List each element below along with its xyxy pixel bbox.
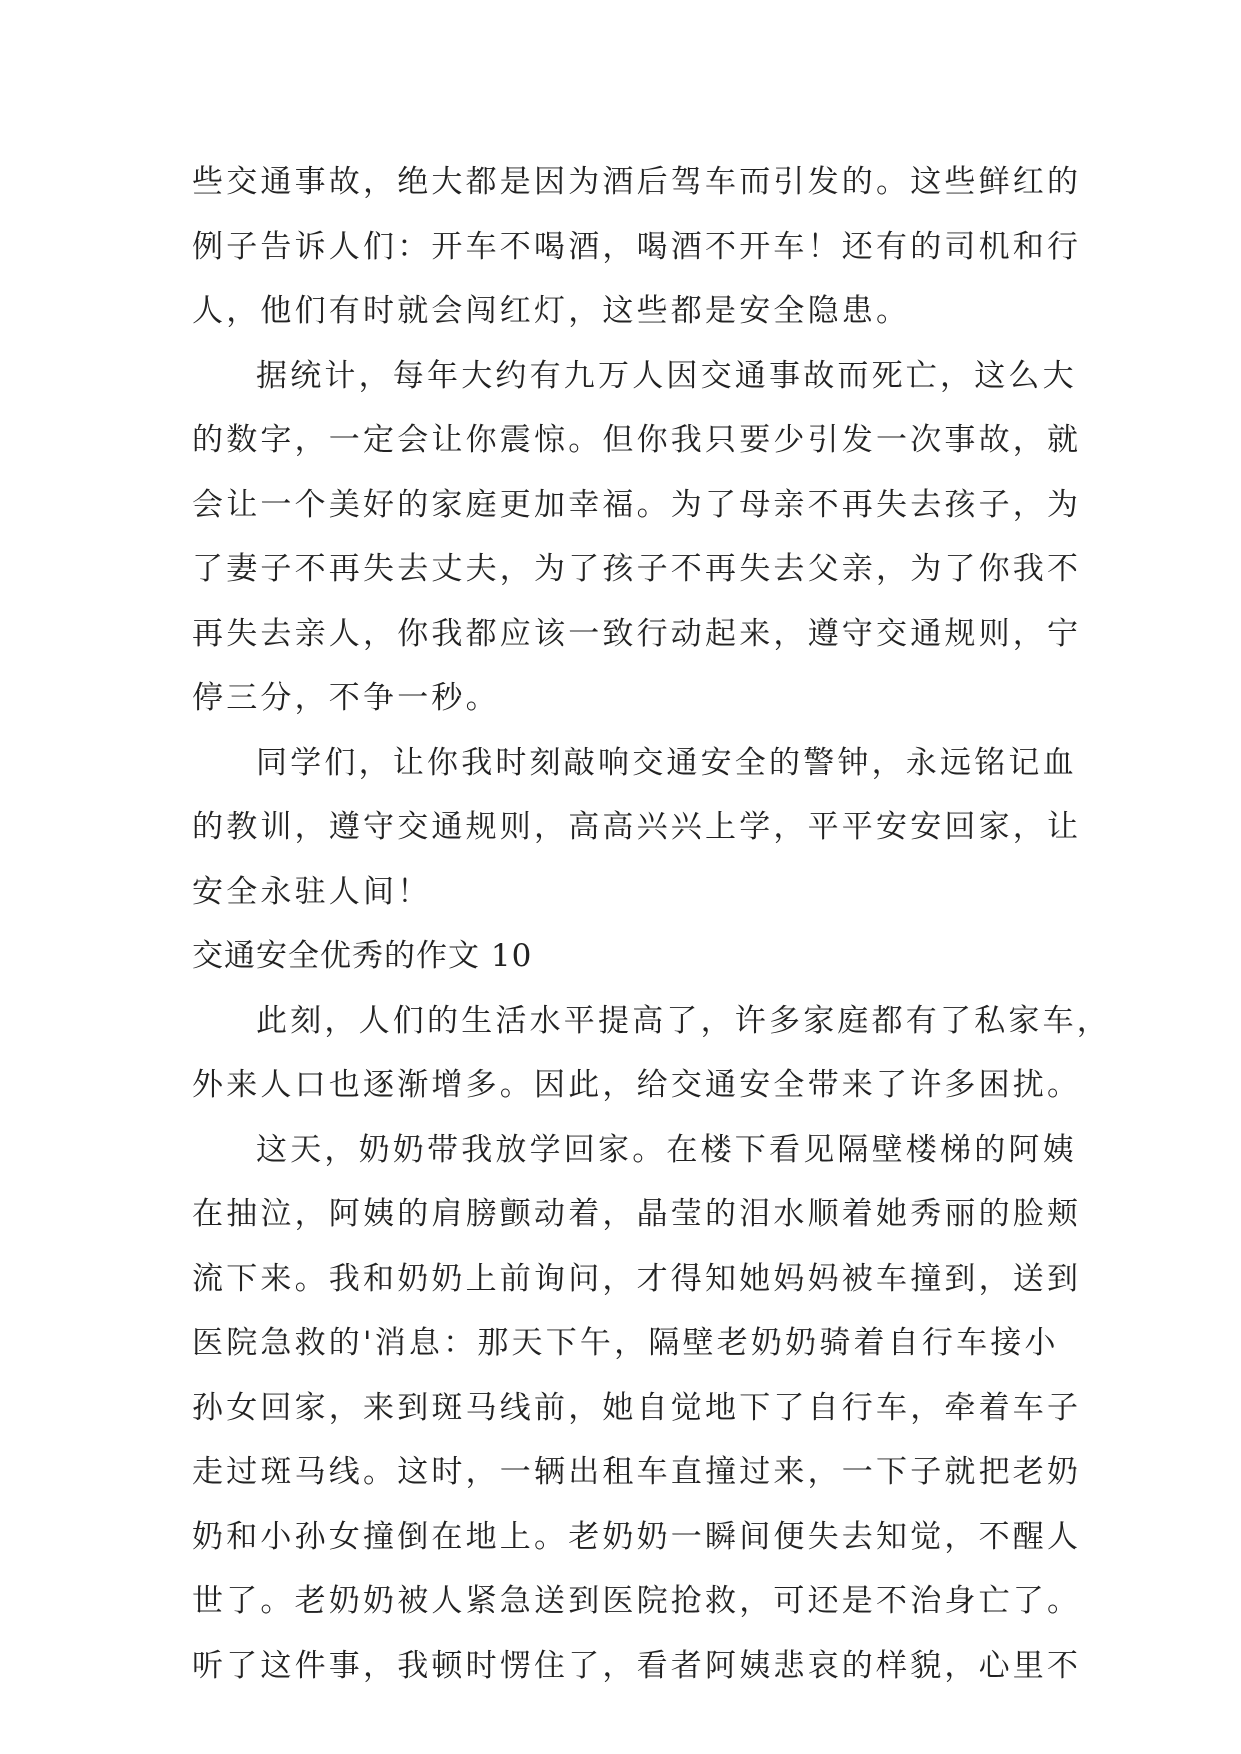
text-line: 的数字，一定会让你震惊。但你我只要少引发一次事故，就 (192, 422, 1082, 458)
paragraph-start-line: 这天，奶奶带我放学回家。在楼下看见隔壁楼梯的阿姨 (256, 1131, 1077, 1168)
text-line: 例子告诉人们：开车不喝酒，喝酒不开车！还有的司机和行 (192, 228, 1082, 265)
paragraph-start-line: 据统计，每年大约有九万人因交通事故而死亡，这么大 (256, 357, 1077, 394)
text-line: 停三分，不争一秒。 (192, 680, 500, 716)
text-line: 些交通事故，绝大都是因为酒后驾车而引发的。这些鲜红的 (192, 164, 1082, 200)
text-line: 听了这件事，我顿时愣住了，看者阿姨悲哀的样貌，心里不 (192, 1647, 1082, 1684)
text-line: 奶和小孙女撞倒在地上。老奶奶一瞬间便失去知觉，不醒人 (192, 1518, 1082, 1555)
text-line: 了妻子不再失去丈夫，为了孩子不再失去父亲，为了你我不 (192, 551, 1082, 587)
text-line: 孙女回家，来到斑马线前，她自觉地下了自行车，牵着车子 (192, 1389, 1082, 1426)
text-line: 走过斑马线。这时，一辆出租车直撞过来，一下子就把老奶 (192, 1454, 1082, 1490)
text-line: 外来人口也逐渐增多。因此，给交通安全带来了许多困扰。 (192, 1067, 1082, 1103)
text-line: 医院急救的'消息：那天下午，隔壁老奶奶骑着自行车接小 (192, 1325, 1059, 1361)
paragraph-start-line: 此刻，人们的生活水平提高了，许多家庭都有了私家车， (256, 1002, 1111, 1039)
text-line: 安全永驻人间！ (192, 873, 432, 910)
text-line: 会让一个美好的家庭更加幸福。为了母亲不再失去孩子，为 (192, 486, 1082, 523)
text-line: 在抽泣，阿姨的肩膀颤动着，晶莹的泪水顺着她秀丽的脸颊 (192, 1196, 1082, 1232)
text-line: 流下来。我和奶奶上前询问，才得知她妈妈被车撞到，送到 (192, 1260, 1082, 1297)
section-heading: 交通安全优秀的作文 10 (192, 938, 533, 974)
text-line: 世了。老奶奶被人紧急送到医院抢救，可还是不治身亡了。 (192, 1583, 1082, 1619)
text-line: 的教训，遵守交通规则，高高兴兴上学，平平安安回家，让 (192, 809, 1082, 845)
text-line: 人，他们有时就会闯红灯，这些都是安全隐患。 (192, 293, 911, 329)
text-line: 再失去亲人，你我都应该一致行动起来，遵守交通规则，宁 (192, 615, 1082, 652)
paragraph-start-line: 同学们，让你我时刻敲响交通安全的警钟，永远铭记血 (256, 744, 1077, 781)
document-body (192, 150, 1111, 1698)
